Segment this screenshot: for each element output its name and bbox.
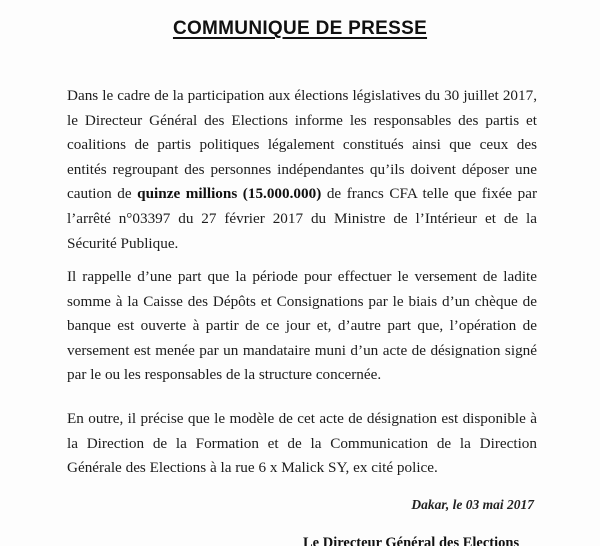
paragraph-caution-rest: de francs CFA telle que fixée par l’arrêté n°03397 du 27 février 2017 du Ministre de l’Intérieur et de la Sécurité Publique. — [67, 185, 538, 252]
caution-amount: quinze millions (15.000.000) — [137, 185, 322, 203]
paragraph-payment-period: Il rappelle d’une part que la période pour effectuer le versement de ladite somme à la Caisse des Dépôts et Consignations par le biais d’un chèque de banque est ouverte à partir de ce jour et, d’autre part que, l’opération de versement est menée par un mandataire muni d’un acte de désignation signé par le ou les responsables de la structure concernée. — [67, 268, 537, 384]
dateline: Dakar, le 03 mai 2017 — [411, 497, 534, 512]
paragraph-caution — [67, 84, 537, 256]
paragraph-designation-model: En outre, il précise que le modèle de cet acte de désignation est disponible à la Direction de la Formation et de la Communication de la Direction Générale des Elections à la rue 6 x Malick SY, ex cité police. — [67, 410, 537, 477]
signature-title: Le Directeur Général des Elections — [303, 535, 520, 546]
page-title: COMMUNIQUE DE PRESSE — [172, 18, 428, 39]
paragraph-caution-intro: Dans le cadre de la participation aux élections législatives du 30 juillet 2017, le Directeur Général des Elections informe les responsables des partis et coalitions de partis politiques légalement constitués ainsi que ceux des entités regroupant des personnes indépendantes qu’ils doivent déposer une caution de — [67, 87, 537, 203]
